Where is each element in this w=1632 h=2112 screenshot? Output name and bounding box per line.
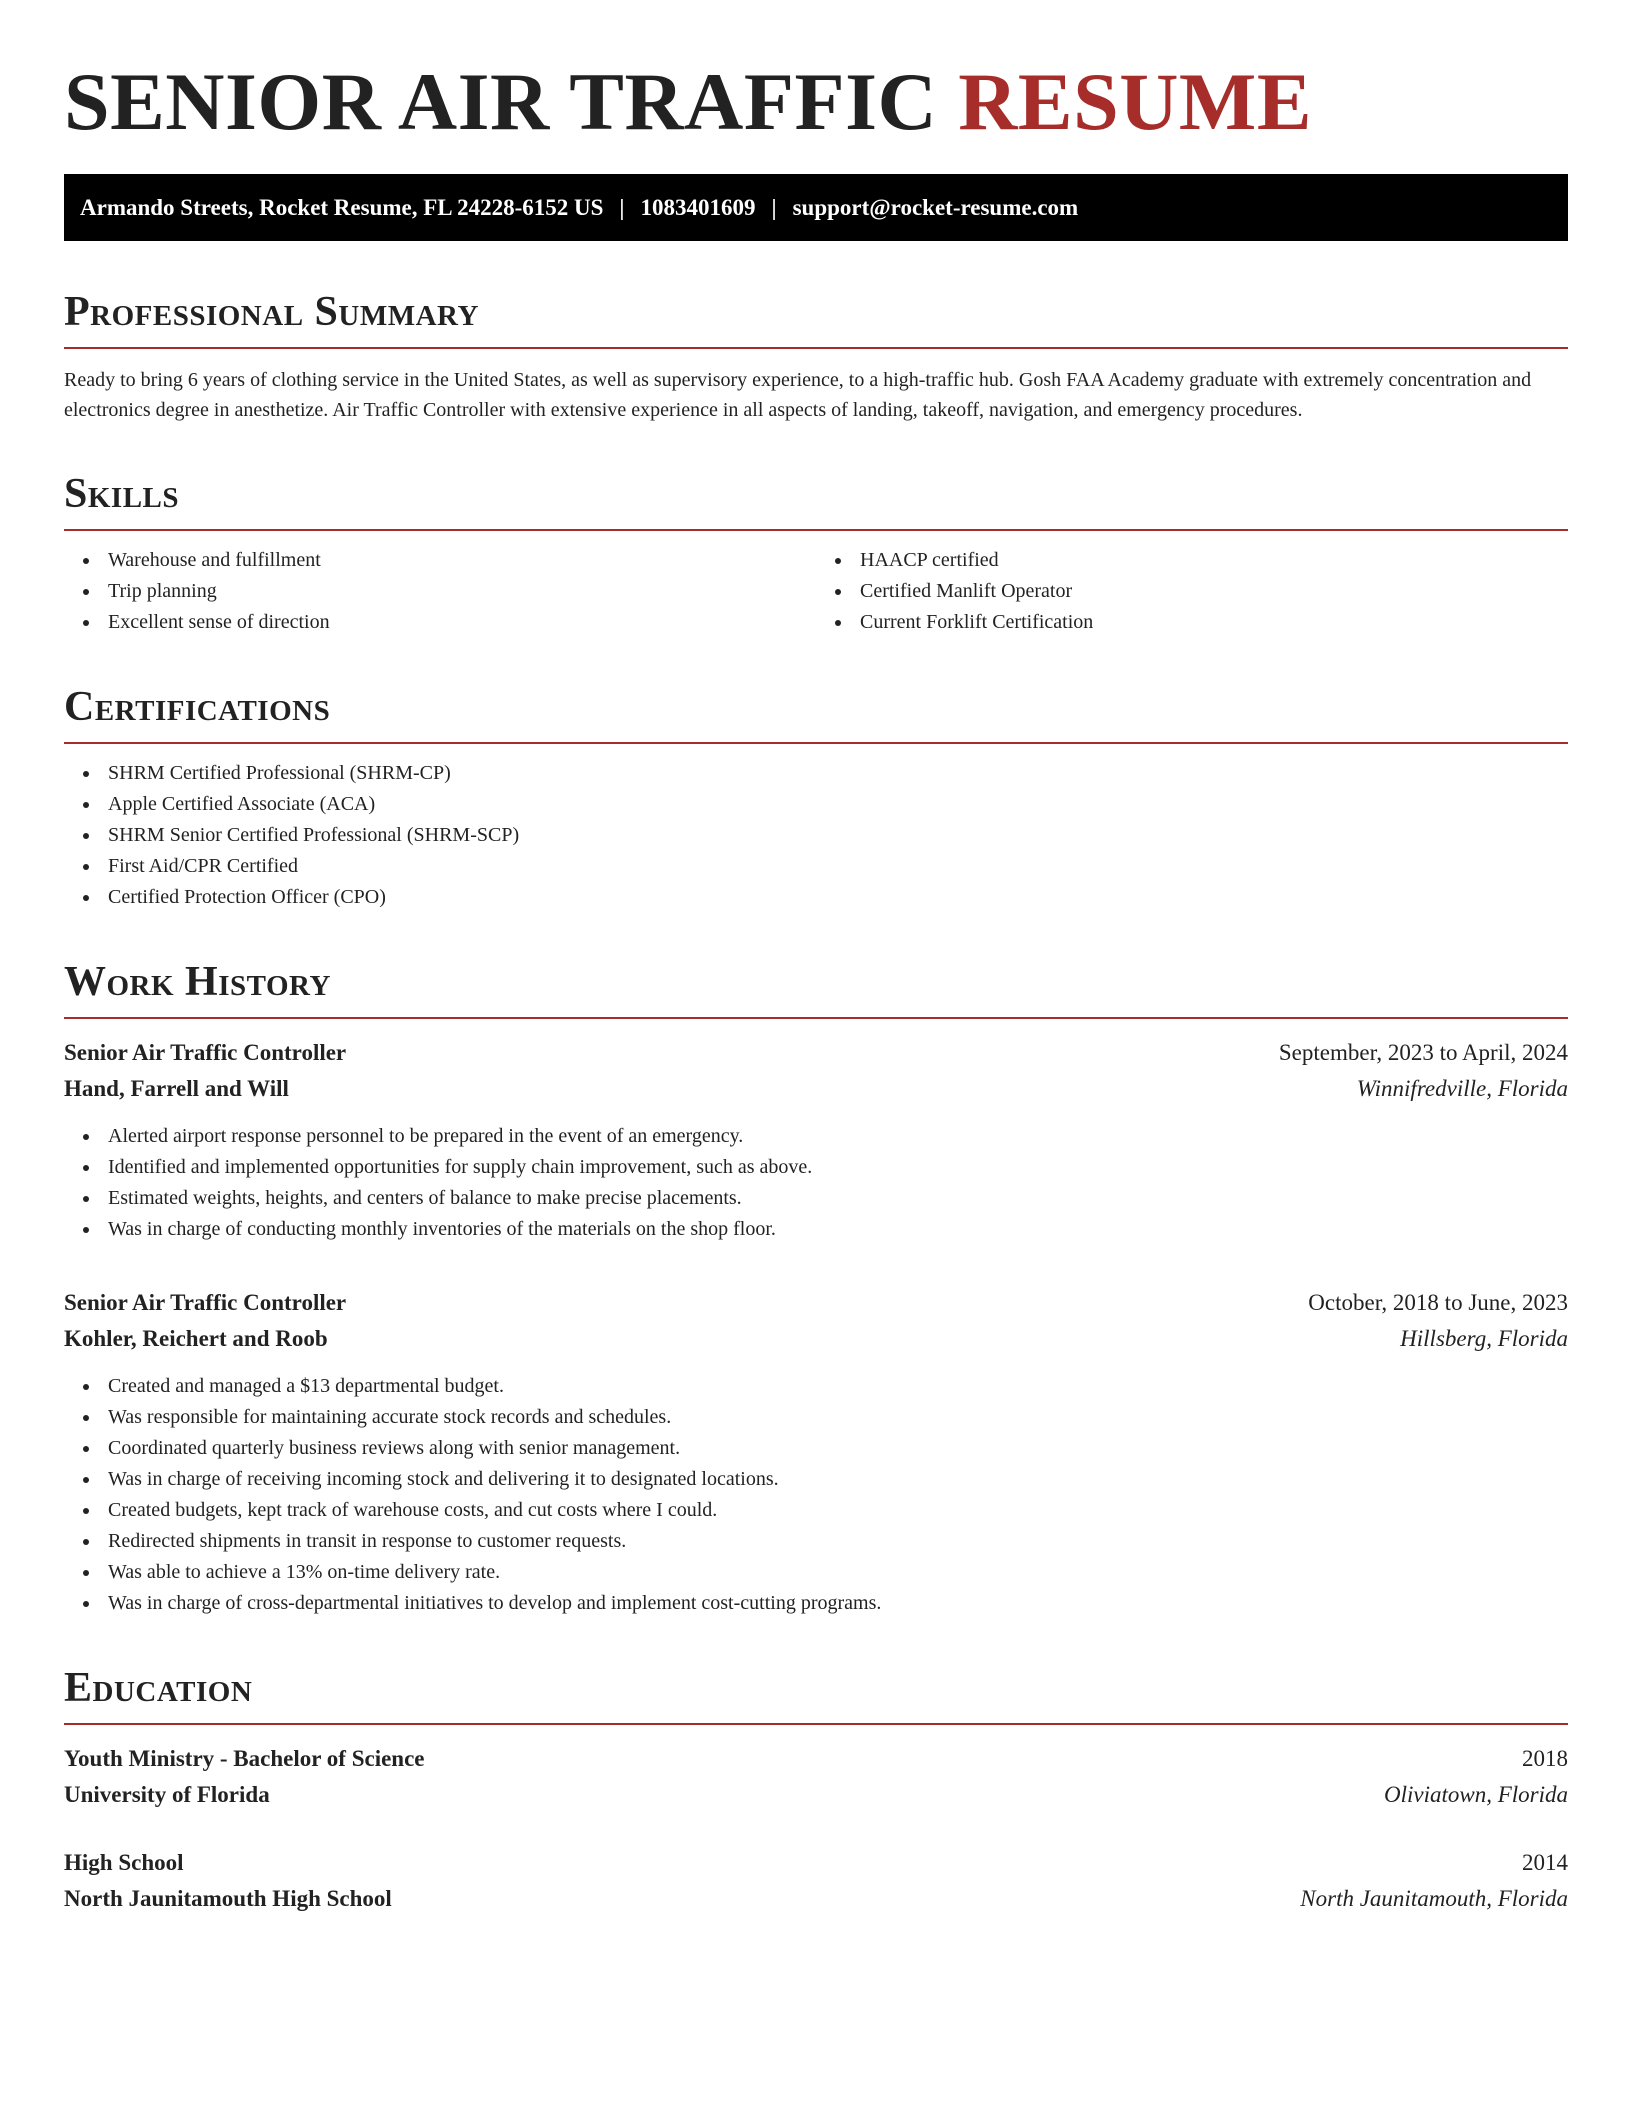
- skills-heading: Skills: [64, 471, 180, 517]
- job-entry: [64, 1285, 1568, 1619]
- education-entry: [64, 1845, 1568, 1917]
- contact-email: support@rocket-resume.com: [792, 194, 1079, 220]
- contact-separator: |: [619, 194, 625, 220]
- education-degree: High School: [64, 1850, 184, 1875]
- job-duties-list: [64, 1121, 1568, 1245]
- job-location: Winnifredville, Florida: [1356, 1076, 1568, 1101]
- certifications-section: [64, 682, 1568, 913]
- skills-grid: [64, 531, 1568, 638]
- summary-section: [64, 287, 1568, 425]
- resume-title: [64, 52, 1568, 152]
- job-title: Senior Air Traffic Controller: [64, 1040, 347, 1065]
- skills-section: [64, 469, 1568, 638]
- section-divider: [64, 1723, 1568, 1725]
- job-dates: September, 2023 to April, 2024: [1278, 1040, 1568, 1065]
- job-entry: [64, 1035, 1568, 1245]
- skill-item: HAACP certified: [816, 545, 1568, 576]
- certification-item: Apple Certified Associate (ACA): [64, 789, 1568, 820]
- education-section: [64, 1663, 1568, 1917]
- job-duty: Identified and implemented opportunities for supply chain improvement, such as above.: [64, 1152, 1568, 1183]
- education-location: Oliviatown, Florida: [1384, 1782, 1568, 1807]
- skill-item: Current Forklift Certification: [816, 607, 1568, 638]
- skills-list-left: [64, 545, 816, 638]
- job-duty: Was in charge of conducting monthly inventories of the materials on the shop floor.: [64, 1214, 1568, 1245]
- summary-heading: Professional Summary: [64, 289, 479, 335]
- job-duty: Created and managed a $13 departmental budget.: [64, 1371, 1568, 1402]
- education-school-row: [64, 1881, 1568, 1917]
- skill-item: Excellent sense of direction: [64, 607, 816, 638]
- job-duty: Was able to achieve a 13% on-time delivery rate.: [64, 1557, 1568, 1588]
- education-heading: Education: [64, 1665, 253, 1711]
- education-degree-row: [64, 1741, 1568, 1777]
- certification-item: SHRM Senior Certified Professional (SHRM-SCP): [64, 820, 1568, 851]
- job-company: Kohler, Reichert and Roob: [64, 1326, 328, 1351]
- skill-item: Trip planning: [64, 576, 816, 607]
- work-history-heading: Work History: [64, 959, 331, 1005]
- education-school: North Jaunitamouth High School: [64, 1886, 392, 1911]
- job-duties-list: [64, 1371, 1568, 1619]
- education-school: University of Florida: [64, 1782, 270, 1807]
- job-duty: Estimated weights, heights, and centers of balance to make precise placements.: [64, 1183, 1568, 1214]
- education-degree-row: [64, 1845, 1568, 1881]
- contact-address: Armando Streets, Rocket Resume, FL 24228-6152 US: [80, 194, 604, 220]
- section-divider: [64, 742, 1568, 744]
- section-divider: [64, 1017, 1568, 1019]
- certification-item: Certified Protection Officer (CPO): [64, 882, 1568, 913]
- title-accent: RESUME: [958, 56, 1313, 147]
- job-dates: October, 2018 to June, 2023: [1308, 1290, 1568, 1315]
- job-company: Hand, Farrell and Will: [64, 1076, 289, 1101]
- job-title: Senior Air Traffic Controller: [64, 1290, 347, 1315]
- job-duty: Redirected shipments in transit in response to customer requests.: [64, 1526, 1568, 1557]
- work-history-section: [64, 957, 1568, 1619]
- skills-list-right: [816, 545, 1568, 638]
- skill-item: Certified Manlift Operator: [816, 576, 1568, 607]
- contact-phone: 1083401609: [640, 194, 756, 220]
- title-main: SENIOR AIR TRAFFIC: [64, 56, 938, 147]
- contact-bar: [64, 174, 1568, 241]
- education-location: North Jaunitamouth, Florida: [1300, 1886, 1568, 1911]
- education-school-row: [64, 1777, 1568, 1813]
- certification-item: SHRM Certified Professional (SHRM-CP): [64, 758, 1568, 789]
- contact-separator: |: [771, 194, 777, 220]
- education-year: 2018: [1522, 1746, 1568, 1771]
- job-company-row: [64, 1321, 1568, 1357]
- summary-text: Ready to bring 6 years of clothing service in the United States, as well as supervisory experience, to a high-traffic hub. Gosh FAA Academy graduate with extremely concentration and electronics degree in anesthetize. Air Traffic Controller with extensive experience in all aspects of landing, takeoff, navigation, and emergency procedures.: [64, 369, 1532, 421]
- education-year: 2014: [1522, 1850, 1568, 1875]
- education-entry: [64, 1741, 1568, 1813]
- certifications-heading: Certifications: [64, 684, 331, 730]
- job-location: Hillsberg, Florida: [1400, 1326, 1568, 1351]
- certifications-list: [64, 758, 1568, 913]
- job-duty: Alerted airport response personnel to be prepared in the event of an emergency.: [64, 1121, 1568, 1152]
- job-header-row: [64, 1285, 1568, 1321]
- section-divider: [64, 347, 1568, 349]
- education-degree: Youth Ministry - Bachelor of Science: [64, 1746, 425, 1771]
- skill-item: Warehouse and fulfillment: [64, 545, 816, 576]
- job-header-row: [64, 1035, 1568, 1071]
- job-duty: Created budgets, kept track of warehouse costs, and cut costs where I could.: [64, 1495, 1568, 1526]
- job-company-row: [64, 1071, 1568, 1107]
- job-duty: Was responsible for maintaining accurate stock records and schedules.: [64, 1402, 1568, 1433]
- job-duty: Was in charge of receiving incoming stock and delivering it to designated locations.: [64, 1464, 1568, 1495]
- job-duty: Was in charge of cross-departmental initiatives to develop and implement cost-cutting programs.: [64, 1588, 1568, 1619]
- job-duty: Coordinated quarterly business reviews along with senior management.: [64, 1433, 1568, 1464]
- certification-item: First Aid/CPR Certified: [64, 851, 1568, 882]
